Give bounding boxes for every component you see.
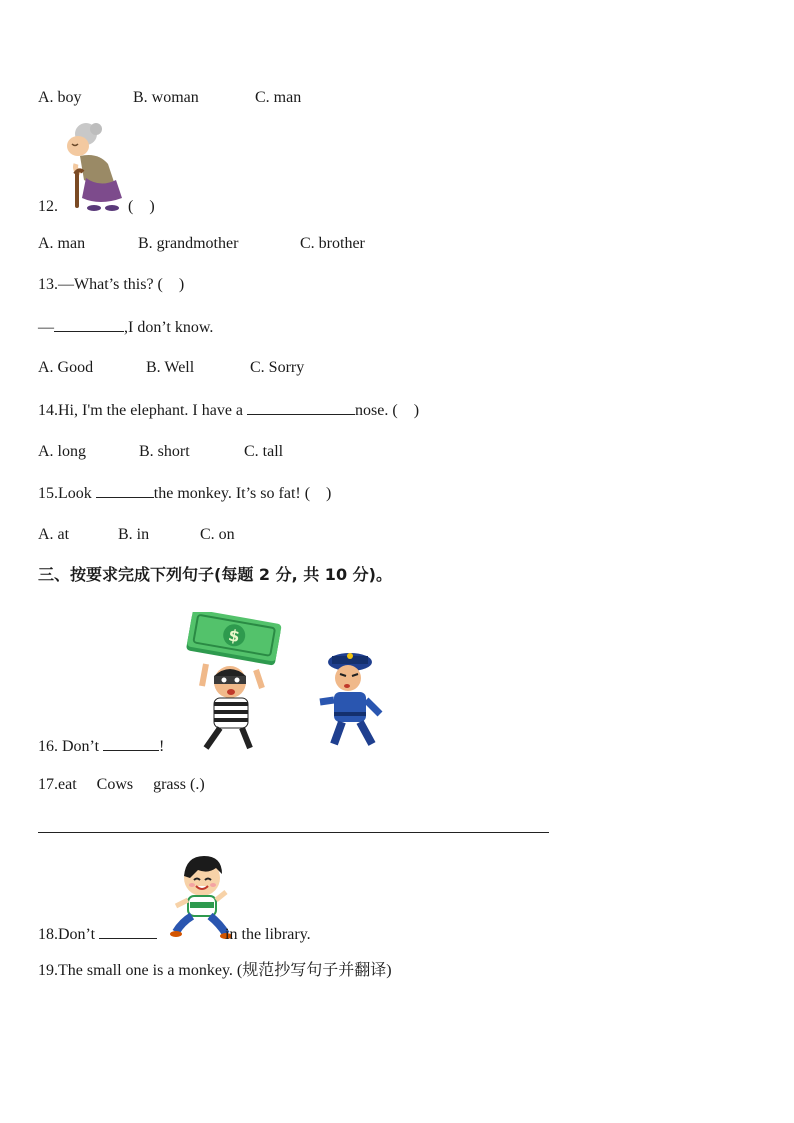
q16-stem bbox=[38, 736, 164, 757]
q11-options bbox=[38, 88, 301, 108]
q14-prefix: 14.Hi, I'm the elephant. I have a bbox=[38, 402, 248, 419]
thief-and-police-icon bbox=[184, 612, 396, 752]
q13-option-b: B. Well bbox=[146, 359, 195, 376]
q16-prefix: 16. Don’t bbox=[38, 738, 104, 755]
q16-answer-blank[interactable] bbox=[103, 736, 159, 751]
q11-option-c: C. man bbox=[255, 89, 302, 106]
q12-options bbox=[38, 234, 365, 254]
q12-number: 12. bbox=[38, 198, 58, 215]
q13-option-a: A. Good bbox=[38, 359, 94, 376]
q11-option-a: A. boy bbox=[38, 89, 82, 106]
q18-prefix: 18.Don’t bbox=[38, 926, 100, 943]
q14-answer-blank[interactable] bbox=[247, 400, 355, 415]
q16-suffix: ! bbox=[159, 738, 165, 755]
q19-stem: 19.The small one is a monkey. (规范抄写句子并翻译) bbox=[38, 962, 392, 979]
q13-options bbox=[38, 358, 304, 378]
q15-answer-blank[interactable] bbox=[96, 483, 154, 498]
q13-stem: 13.—What’s this? ( ) bbox=[38, 276, 185, 293]
q15-option-a: A. at bbox=[38, 526, 70, 543]
q18-suffix: in the library. bbox=[221, 926, 311, 943]
q17-answer-line[interactable] bbox=[38, 832, 549, 833]
section-3-heading: 三、按要求完成下列句子(每题 2 分, 共 10 分)。 bbox=[38, 565, 392, 584]
q12-answer-paren: ( ) bbox=[128, 198, 155, 215]
q15-stem bbox=[38, 483, 331, 504]
q15-options bbox=[38, 525, 235, 545]
q15-option-b: B. in bbox=[118, 526, 150, 543]
q17-stem: 17.eat Cows grass (.) bbox=[38, 776, 205, 793]
svg-text:$: $ bbox=[226, 625, 242, 647]
q14-stem bbox=[38, 400, 419, 421]
q15-prefix: 15.Look bbox=[38, 485, 96, 502]
q13-option-c: C. Sorry bbox=[250, 359, 305, 376]
q14-suffix: nose. ( ) bbox=[355, 402, 420, 419]
q13-answer-blank[interactable] bbox=[54, 317, 124, 332]
q14-option-c: C. tall bbox=[244, 443, 284, 460]
q18-answer-blank[interactable] bbox=[99, 924, 157, 939]
q11-option-b: B. woman bbox=[133, 89, 199, 106]
q14-option-b: B. short bbox=[139, 443, 190, 460]
q13-dash: — bbox=[38, 319, 54, 336]
q14-option-a: A. long bbox=[38, 443, 86, 460]
q13-response-tail: ,I don’t know. bbox=[124, 319, 214, 336]
q12-option-b: B. grandmother bbox=[138, 235, 239, 252]
q15-suffix: the monkey. It’s so fat! ( ) bbox=[153, 485, 332, 502]
q18-stem bbox=[38, 924, 311, 945]
q12-option-c: C. brother bbox=[300, 235, 365, 252]
q15-option-c: C. on bbox=[200, 526, 235, 543]
q12-option-a: A. man bbox=[38, 235, 86, 252]
q13-response bbox=[38, 317, 213, 338]
q14-options bbox=[38, 442, 283, 462]
q12-stem bbox=[38, 197, 155, 217]
